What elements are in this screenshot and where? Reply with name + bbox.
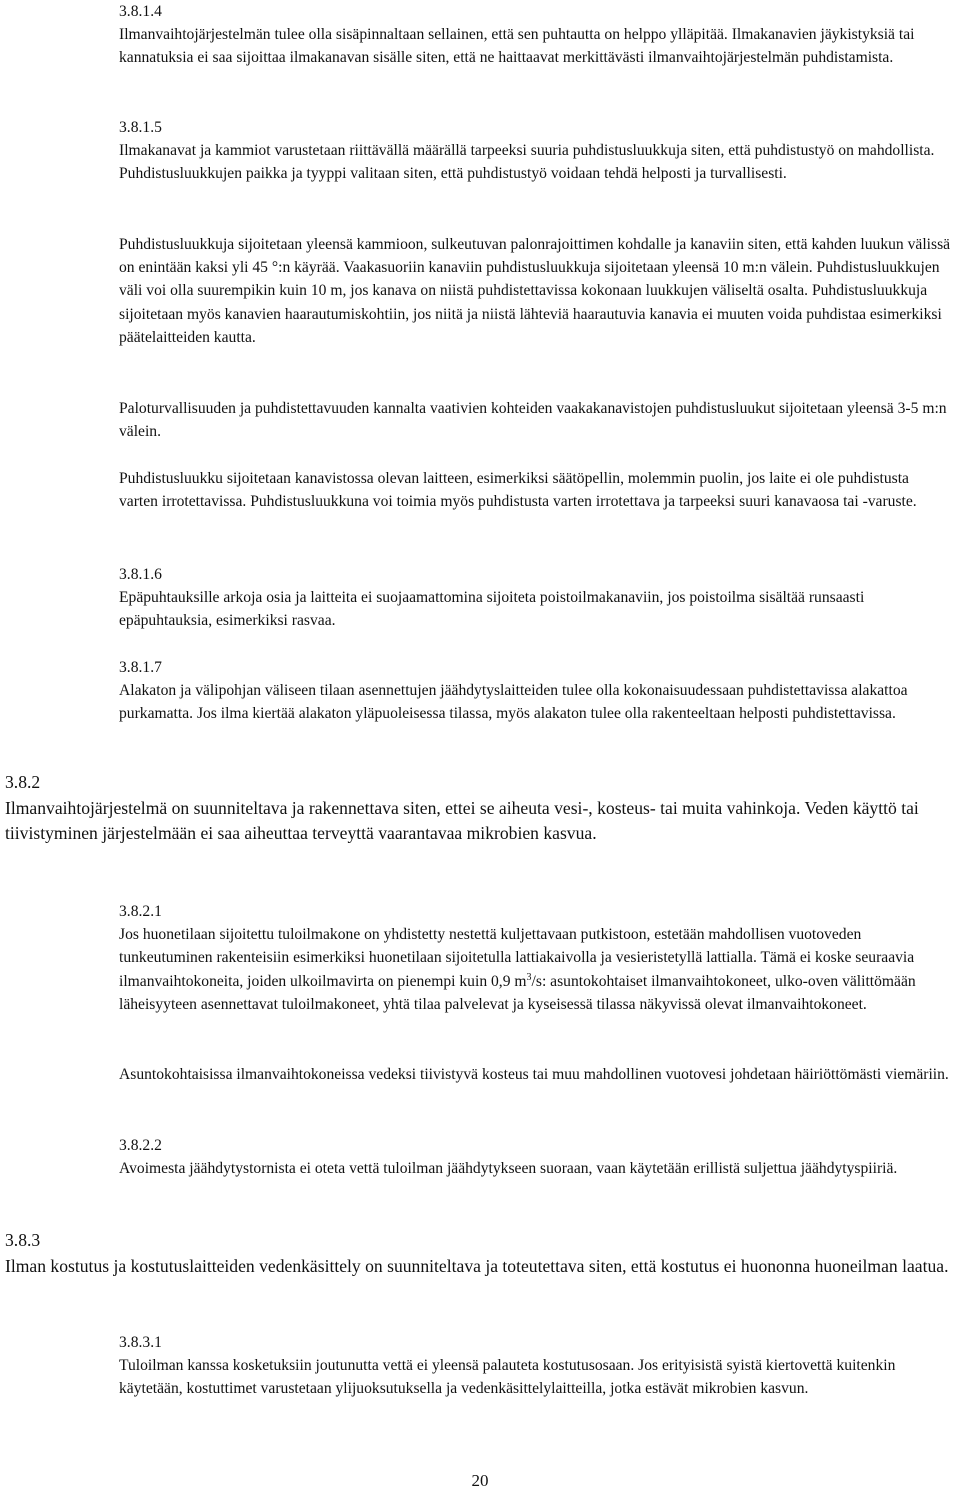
paragraph: Alakaton ja välipohjan väliseen tilaan asennettujen jäähdytyslaitteiden tulee olla kokonaisuudessaan puhdistettavissa alakattoa purkamatta. Jos ilma kiertää alakaton yläpuoleisessa tilassa, myös alakaton tulee olla rakenteeltaan helposti puhdistettavissa. [119, 682, 908, 723]
section-3-8-2-1 [119, 900, 951, 1016]
paragraph: Ilmakanavat ja kammiot varustetaan riittävällä määrällä tarpeeksi suuria puhdistusluukkuja siten, että puhdistustyö on mahdollista. Puhdistusluukkujen paikka ja tyyppi valitaan siten, että puhdistustyö voidaan tehdä helposti ja turvallisesti. [119, 142, 935, 183]
paragraph [119, 923, 951, 1016]
paragraph: Asuntokohtaisissa ilmanvaihtokoneissa vedeksi tiivistyvä kosteus tai muu mahdollinen vuotovesi johdetaan häiriöttömästi viemäriin. [119, 1066, 949, 1083]
section-3-8-3 [5, 1228, 950, 1279]
section-number: 3.8.2.2 [119, 1137, 162, 1154]
section-3-8-1-5 [119, 116, 951, 186]
paragraph: Puhdistusluukkuja sijoitetaan yleensä kammioon, sulkeutuvan palonrajoittimen kohdalle ja kanaviin siten, että kahden luukun välissä on enintään kaksi yli 45 °:n käyrää. Vaakasuoriin kanaviin puhdistusluukkuja sijoitetaan yleensä 10 m:n välein. Puhdistusluukkujen väli voi olla suurempikin kuin 10 m, jos kanava on niistä puhdistettavissa kokonaan luukkujen väliseltä osalta. Puhdistusluukkuja sijoitetaan myös kanavien haarautumiskohtiin, jos niitä ja niistä lähteviä haarautuvia kanavia ei muuten voida puhdistaa esimerkiksi päätelaitteiden kautta. [119, 236, 951, 346]
section-3-8-1-5-para-4 [119, 467, 951, 513]
section-number: 3.8.1.4 [119, 3, 162, 20]
section-number: 3.8.3 [5, 1230, 41, 1250]
section-3-8-1-7 [119, 656, 951, 726]
section-number: 3.8.2 [5, 772, 41, 792]
section-number: 3.8.1.5 [119, 119, 162, 136]
paragraph: Ilman kostutus ja kostutuslaitteiden vedenkäsittely on suunniteltava ja toteutettava siten, että kostutus ei huononna huoneilman laatua. [5, 1255, 949, 1276]
paragraph: Avoimesta jäähdytystornista ei oteta vettä tuloilman jäähdytykseen suoraan, vaan käytetään erillistä suljettua jäähdytyspiiriä. [119, 1160, 898, 1178]
page-number: 20 [471, 1471, 489, 1490]
section-3-8-2-2 [119, 1134, 951, 1180]
section-number: 3.8.3.1 [119, 1334, 162, 1351]
section-3-8-1-6 [119, 563, 951, 633]
paragraph: Paloturvallisuuden ja puhdistettavuuden kannalta vaativien kohteiden vaakakanavistojen puhdistusluukut sijoitetaan yleensä 3-5 m:n välein. [119, 400, 947, 441]
section-number: 3.8.1.7 [119, 659, 162, 676]
paragraph: Epäpuhtauksille arkoja osia ja laitteita ei suojaamattomina sijoiteta poistoilmakanaviin, jos poistoilma sisältää runsaasti epäpuhtauksia, esimerkiksi rasvaa. [119, 589, 865, 630]
paragraph: Ilmanvaihtojärjestelmän tulee olla sisäpinnaltaan sellainen, että sen puhtautta on helppo ylläpitää. Ilmakanavien jäykistyksiä tai kannatuksia ei saa sijoittaa ilmakanavan sisälle siten, että ne haittaavat merkittävästi ilmanvaihtojärjestelmän puhdistamista. [119, 26, 915, 67]
section-3-8-3-1 [119, 1331, 951, 1401]
paragraph-text: /s: asuntokohtaiset ilmanvaihtokoneet, ulko-oven välittömään läheisyyteen asennettavat tuloilmakoneet, yhtä tilaa palvelevat ja kyseisessä tilassa näkyvissä olevat ilmanvaihtokoneet. [119, 972, 916, 1013]
paragraph: Ilmanvaihtojärjestelmä on suunniteltava ja rakennettava siten, ettei se aiheuta vesi-, kosteus- tai muita vahinkoja. Veden käyttö tai tiivistyminen järjestelmään ei saa aiheuttaa terveyttä vaarantavaa mikrobien kasvua. [5, 797, 919, 843]
section-3-8-2-1-para-2 [119, 1063, 951, 1086]
paragraph-text: Jos huonetilaan sijoitettu tuloilmakone on yhdistetty nestettä kuljettavaan putkistoon, estetään mahdollisen vuotoveden tunkeutuminen rakenteisiin esimerkiksi huonetilaan sijoitetulla lattiakaivolla ja vesieristetyllä lattialla. Tämä ei koske seuraavia ilmanvaihtokoneita, joiden ulkoilmavirta on pienempi kuin 0,9 m [119, 926, 915, 990]
section-3-8-1-5-para-3 [119, 397, 951, 443]
section-number: 3.8.2.1 [119, 903, 162, 920]
section-3-8-2 [5, 770, 950, 847]
section-3-8-1-5-para-2 [119, 233, 951, 349]
superscript: 3 [526, 971, 532, 983]
section-number: 3.8.1.6 [119, 566, 162, 583]
section-3-8-1-4 [119, 0, 951, 70]
paragraph: Puhdistusluukku sijoitetaan kanavistossa olevan laitteen, esimerkiksi säätöpellin, molemmin puolin, jos laite ei ole puhdistusta varten irrotettavissa. Puhdistusluukkuna voi toimia myös puhdistusta varten irrotettava ja tarpeeksi suuri kanavaosa tai -varuste. [119, 470, 917, 511]
paragraph: Tuloilman kanssa kosketuksiin joutunutta vettä ei yleensä palauteta kostutusosaan. Jos erityisistä syistä kiertovettä kuitenkin käytetään, kostuttimet varustetaan ylijuoksutuksella ja vedenkäsittelylaitteilla, jotka estävät mikrobien kasvun. [119, 1357, 896, 1398]
